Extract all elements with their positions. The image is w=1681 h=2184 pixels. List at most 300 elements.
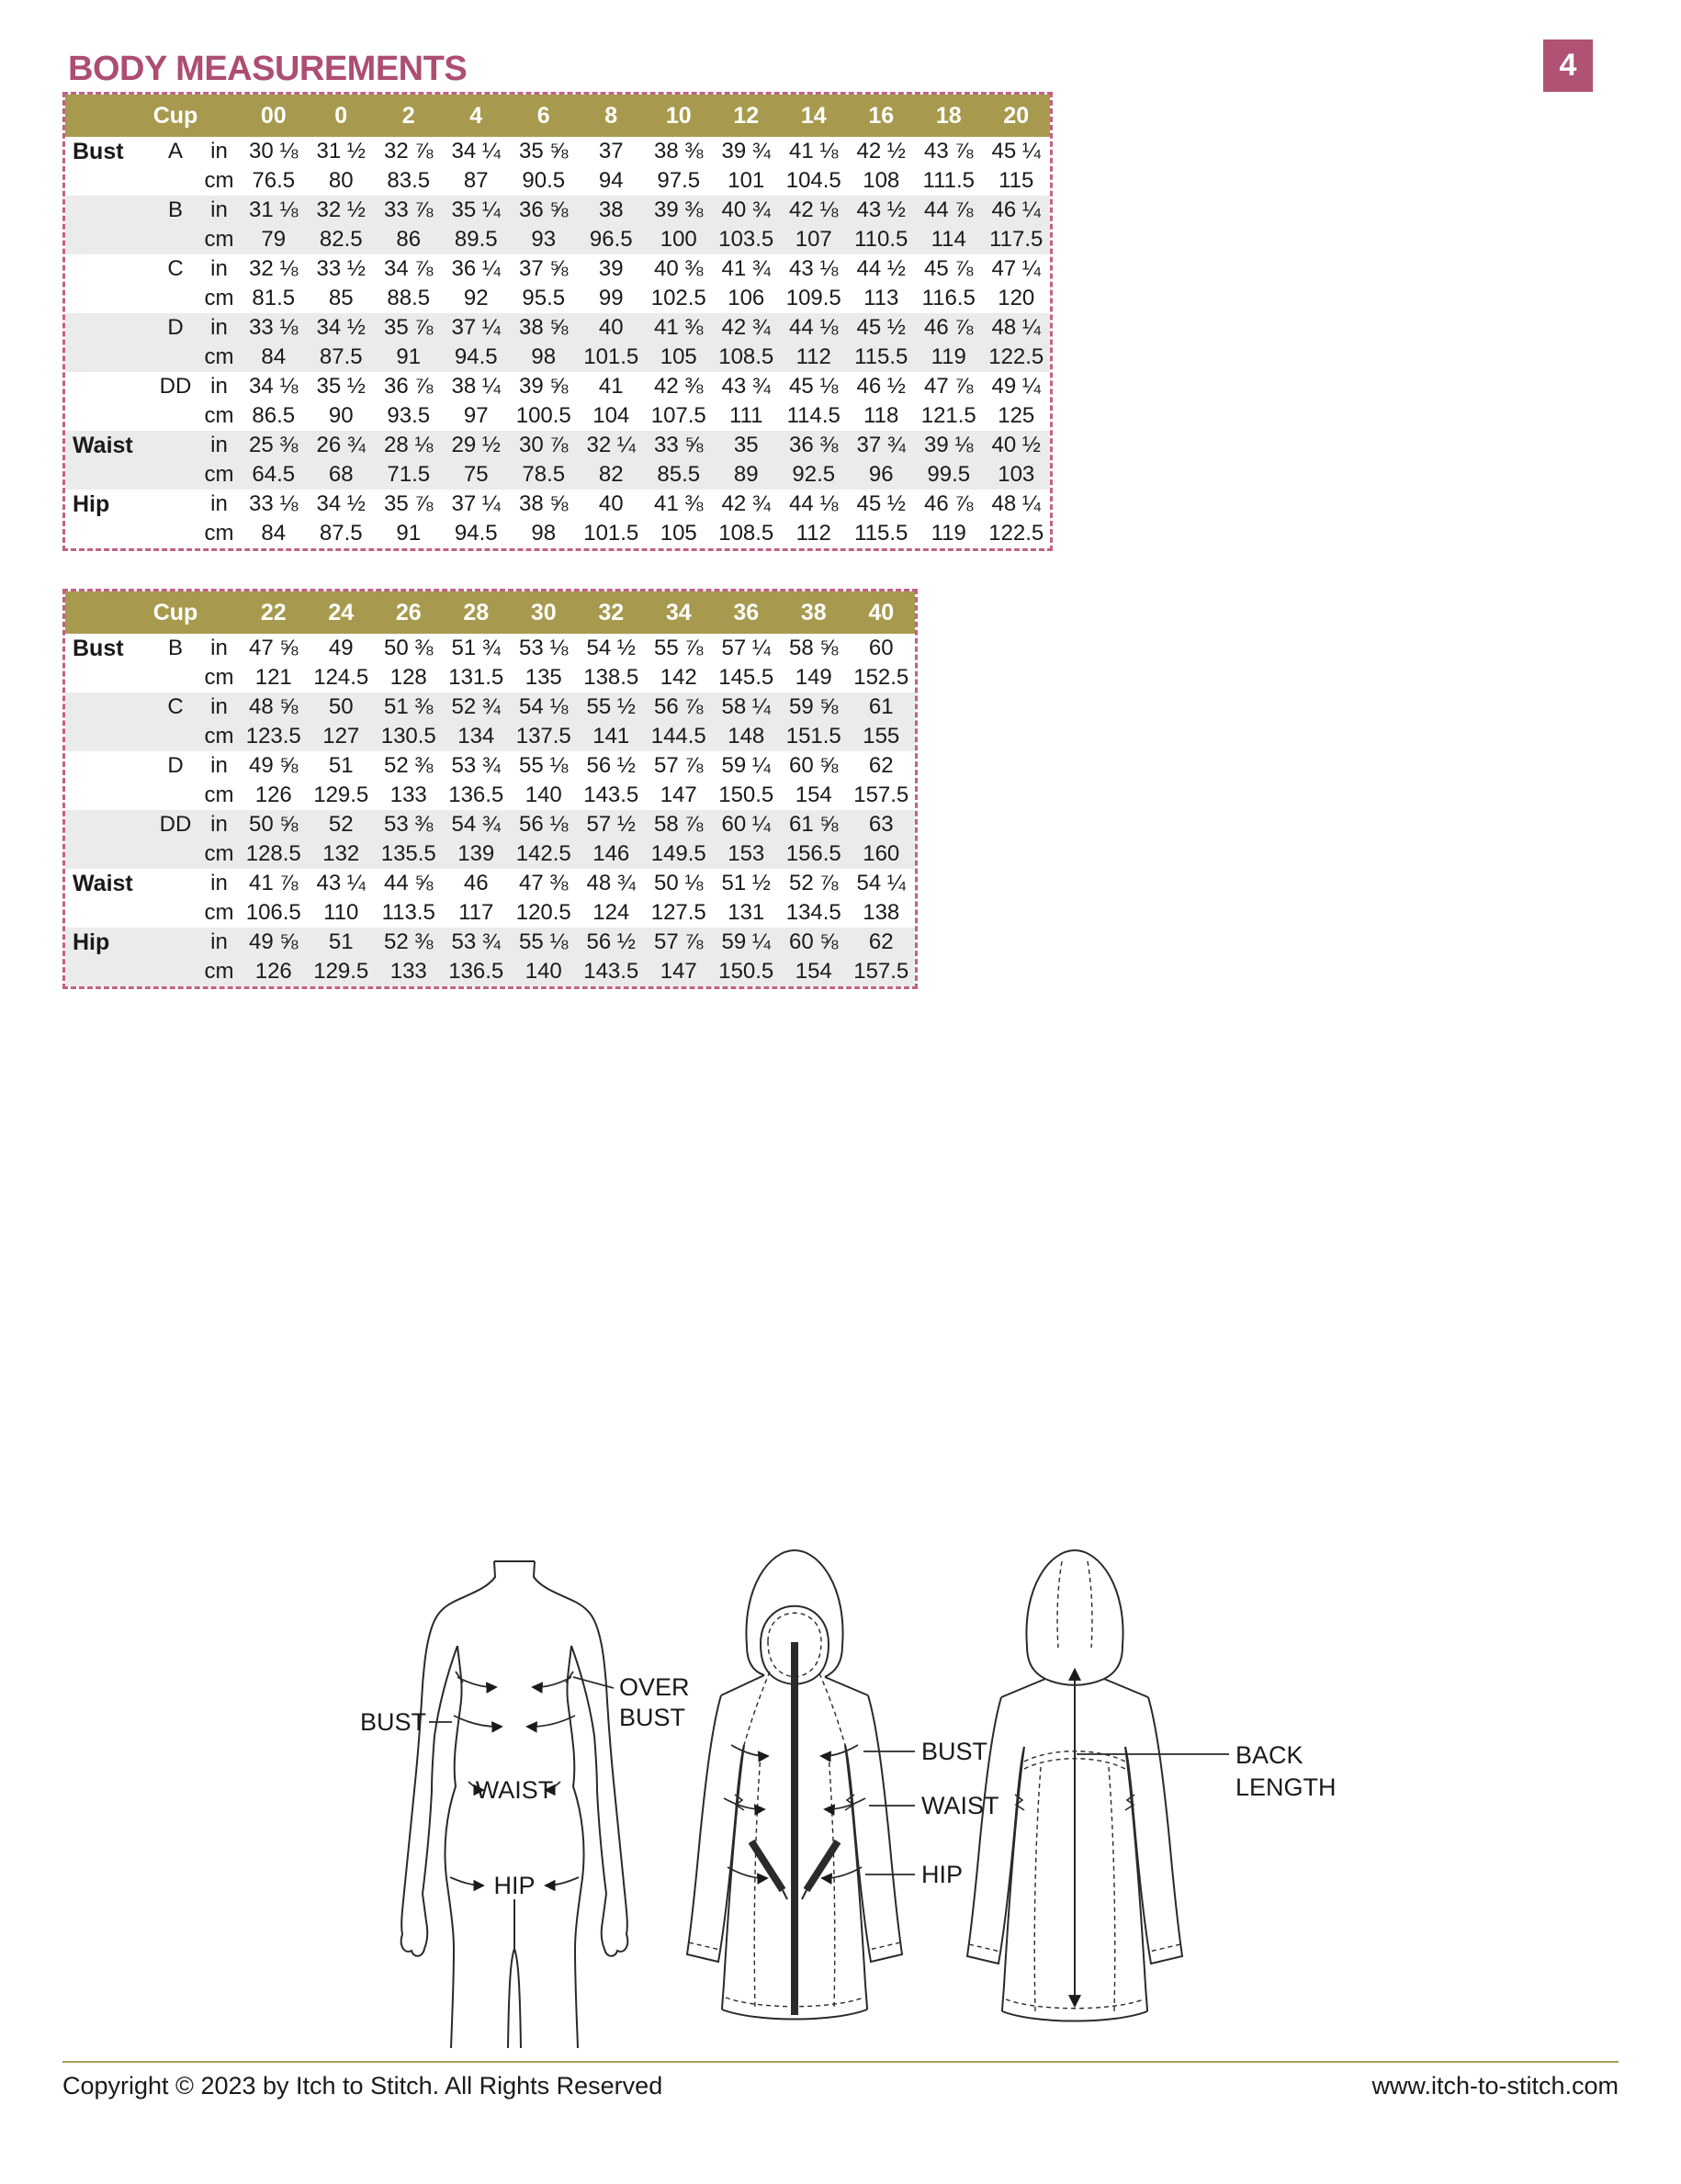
measurement-value: 115.5 [854, 521, 908, 546]
measurement-value: 114 [931, 227, 966, 252]
measurement-value: 93.5 [387, 403, 431, 428]
measurement-value: 48 ¼ [991, 315, 1041, 340]
size-column-header: 20 [1003, 102, 1030, 129]
measurement-value: 155 [863, 724, 900, 749]
size-column-header: 38 [800, 599, 827, 625]
measurement-value: 136.5 [448, 782, 504, 807]
measurement-value: 101.5 [583, 344, 639, 369]
unit-label: cm [204, 665, 234, 690]
measurement-value: 126 [254, 959, 292, 984]
measurement-value: 157.5 [853, 782, 909, 807]
measurement-value: 44 ⅛ [789, 315, 839, 340]
measurement-value: 93 [531, 227, 557, 252]
measurement-value: 46 [463, 871, 489, 895]
measurement-value: 35 ½ [316, 374, 366, 399]
measurement-value: 33 ⅞ [384, 197, 434, 222]
measurement-value: 134.5 [785, 900, 841, 925]
measurement-value: 35 ⅞ [384, 315, 434, 340]
measurement-value: 49 ⅝ [249, 753, 299, 778]
measurement-value: 114.5 [786, 403, 840, 428]
measurement-value: 38 ⅝ [519, 315, 569, 340]
measurement-value: 99.5 [927, 462, 971, 487]
measurement-value: 156.5 [785, 841, 841, 866]
measurement-value: 44 ⅝ [384, 871, 434, 895]
measurement-value: 154 [795, 959, 832, 984]
measurement-value: 51 [328, 753, 354, 778]
measurement-value: 54 ¾ [451, 812, 501, 837]
measurement-value: 92 [463, 286, 489, 310]
measurement-value: 138.5 [583, 665, 639, 690]
jacket-back-drawing [967, 1550, 1229, 2021]
measurement-value: 97 [463, 403, 489, 428]
measurement-value: 150.5 [718, 782, 774, 807]
measurement-value: 107 [795, 227, 832, 252]
measurement-value: 41 ⅜ [654, 491, 704, 516]
measurement-value: 90.5 [522, 168, 566, 193]
measurement-value: 94.5 [454, 344, 498, 369]
size-column-header: 0 [334, 102, 348, 129]
measurement-value: 99 [598, 286, 624, 310]
measurement-value: 30 ⅞ [519, 433, 569, 457]
measurement-value: 42 ⅜ [654, 374, 704, 399]
measurement-value: 37 ⅝ [519, 256, 569, 281]
cup-letter: C [167, 694, 184, 719]
measurement-value: 57 ¼ [721, 636, 771, 660]
measurement-value: 59 ¼ [721, 753, 771, 778]
measurement-value: 56 ⅞ [654, 694, 704, 719]
measurement-value: 35 [733, 433, 759, 457]
measurement-row [65, 957, 915, 986]
measurement-value: 71.5 [387, 462, 431, 487]
measurement-value: 33 ⅛ [249, 315, 299, 340]
measurement-value: 64.5 [252, 462, 296, 487]
body-waist-label: WAIST [475, 1776, 554, 1804]
measurement-value: 110 [323, 900, 359, 925]
measurement-row [65, 372, 1050, 401]
measurement-value: 86.5 [252, 403, 296, 428]
measurement-value: 81.5 [252, 286, 296, 310]
measurement-value: 34 ¼ [451, 139, 501, 163]
measurement-value: 129.5 [313, 782, 369, 807]
measurement-value: 32 ⅛ [249, 256, 299, 281]
measurement-value: 54 ¼ [856, 871, 906, 895]
footer-divider [62, 2061, 1619, 2063]
measurement-value: 47 ¼ [991, 256, 1041, 281]
measurement-value: 51 ½ [721, 871, 771, 895]
measurement-value: 39 [598, 256, 624, 281]
measurement-value: 53 ⅛ [519, 636, 569, 660]
measurement-value: 40 ½ [991, 433, 1041, 457]
measurement-value: 46 ⅞ [924, 491, 974, 516]
measurement-value: 51 [328, 929, 354, 954]
measurement-value: 118 [863, 403, 899, 428]
measurement-value: 122.5 [988, 521, 1044, 546]
measurement-value: 117.5 [989, 227, 1044, 252]
cup-letter: D [167, 753, 184, 778]
size-table-header [65, 591, 915, 634]
size-column-header: 18 [935, 102, 962, 129]
measurement-value: 35 ¼ [451, 197, 501, 222]
measurement-value: 127.5 [650, 900, 706, 925]
row-label: Waist [73, 432, 133, 458]
measurement-value: 108.5 [718, 521, 774, 546]
measurement-value: 88.5 [387, 286, 431, 310]
measurement-value: 96.5 [589, 227, 633, 252]
unit-label: in [210, 374, 228, 399]
measurement-value: 147 [660, 782, 697, 807]
measurement-value: 101 [728, 168, 765, 193]
row-label: Hip [73, 929, 110, 955]
measurement-value: 31 ⅛ [249, 197, 299, 222]
measurement-value: 94.5 [454, 521, 498, 546]
measurement-value: 44 ½ [856, 256, 906, 281]
measurement-value: 52 ¾ [451, 694, 501, 719]
measurement-value: 45 ¼ [991, 139, 1041, 163]
measurement-value: 56 ⅛ [519, 812, 569, 837]
size-column-header: 4 [469, 102, 483, 129]
measurement-value: 42 ½ [856, 139, 906, 163]
unit-label: cm [204, 521, 234, 546]
measurement-value: 56 ½ [586, 929, 636, 954]
measurement-value: 34 ½ [316, 315, 366, 340]
measurement-value: 43 ⅛ [789, 256, 839, 281]
measurement-value: 128 [389, 665, 427, 690]
measurement-value: 103.5 [718, 227, 774, 252]
measurement-value: 109.5 [785, 286, 841, 310]
garment-waist-label: WAIST [921, 1792, 999, 1819]
measurement-value: 28 ⅛ [384, 433, 434, 457]
measurement-value: 112 [795, 521, 831, 546]
measurement-value: 132 [322, 841, 360, 866]
measurement-row [65, 401, 1050, 431]
measurement-value: 36 ¼ [451, 256, 501, 281]
unit-label: cm [204, 462, 234, 487]
measurement-value: 105 [660, 521, 697, 546]
measurement-value: 29 ½ [451, 433, 501, 457]
measurement-value: 40 [598, 491, 624, 516]
measurement-value: 36 ⅜ [789, 433, 839, 457]
measurement-value: 32 ¼ [586, 433, 636, 457]
measurement-value: 131.5 [448, 665, 504, 690]
size-column-header: 24 [328, 599, 355, 625]
size-column-header: 16 [868, 102, 895, 129]
measurement-value: 133 [389, 782, 427, 807]
measurement-value: 102.5 [650, 286, 706, 310]
measurement-value: 140 [525, 782, 562, 807]
measurement-value: 50 ⅜ [384, 636, 434, 660]
measurement-value: 76.5 [252, 168, 296, 193]
size-table-body [65, 137, 1050, 548]
jacket-front-drawing [687, 1550, 915, 2020]
measurement-value: 38 ⅝ [519, 491, 569, 516]
measurement-value: 95.5 [522, 286, 566, 310]
measurement-value: 47 ⅞ [924, 374, 974, 399]
measurement-value: 34 ½ [316, 491, 366, 516]
unit-label: in [210, 694, 228, 719]
measurement-value: 43 ¾ [721, 374, 771, 399]
measurement-row [65, 284, 1050, 313]
unit-label: cm [204, 286, 234, 310]
measurement-value: 51 ⅜ [384, 694, 434, 719]
unit-label: cm [204, 403, 234, 428]
measurement-value: 130.5 [380, 724, 436, 749]
size-column-header: 32 [598, 599, 625, 625]
measurement-value: 46 ¼ [991, 197, 1041, 222]
measurement-value: 129.5 [313, 959, 369, 984]
measurement-value: 97.5 [657, 168, 701, 193]
page-title: BODY MEASUREMENTS [68, 50, 468, 88]
size-table-body [65, 634, 915, 986]
unit-label: cm [204, 959, 234, 984]
body-hip-label: HIP [493, 1872, 536, 1899]
measurement-value: 25 ⅜ [249, 433, 299, 457]
measurement-value: 100 [660, 227, 697, 252]
unit-label: in [210, 315, 228, 340]
measurement-row [65, 898, 915, 928]
measurement-value: 131 [728, 900, 765, 925]
measurement-value: 127 [322, 724, 360, 749]
measurement-value: 56 ½ [586, 753, 636, 778]
measurement-value: 115.5 [854, 344, 908, 369]
measurement-value: 36 ⅞ [384, 374, 434, 399]
measurement-value: 120.5 [515, 900, 571, 925]
measurement-value: 63 [868, 812, 894, 837]
measurement-value: 85.5 [657, 462, 701, 487]
measurement-value: 53 ⅜ [384, 812, 434, 837]
cup-letter: B [167, 197, 183, 222]
measurement-value: 45 ⅛ [789, 374, 839, 399]
measurement-value: 145.5 [718, 665, 774, 690]
measurement-row [65, 490, 1050, 519]
measurement-value: 44 ⅛ [789, 491, 839, 516]
unit-label: in [210, 871, 228, 895]
over-bust-label-line1: OVER [619, 1673, 690, 1701]
measurement-value: 124.5 [313, 665, 369, 690]
website-link[interactable]: www.itch-to-stitch.com [1371, 2072, 1619, 2100]
unit-label: in [210, 753, 228, 778]
measurement-value: 91 [396, 521, 422, 546]
cup-column-header: Cup [152, 102, 198, 129]
measurement-value: 133 [389, 959, 427, 984]
measurement-row [65, 343, 1050, 372]
measurement-value: 111.5 [922, 168, 975, 193]
measurement-value: 58 ⅝ [789, 636, 839, 660]
measurement-value: 32 ⅞ [384, 139, 434, 163]
measurement-value: 134 [457, 724, 495, 749]
measurement-value: 82 [598, 462, 624, 487]
measurement-value: 89.5 [454, 227, 498, 252]
measurement-value: 75 [463, 462, 489, 487]
measurement-row [65, 254, 1050, 284]
measurement-value: 84 [261, 521, 287, 546]
measurement-row [65, 519, 1050, 548]
measurement-value: 108.5 [718, 344, 774, 369]
measurement-value: 126 [254, 782, 292, 807]
measurement-value: 48 ⅝ [249, 694, 299, 719]
measurement-value: 78.5 [522, 462, 566, 487]
measurement-value: 149 [795, 665, 832, 690]
size-column-header: 6 [536, 102, 550, 129]
measurement-row [65, 722, 915, 751]
measurement-value: 55 ½ [586, 694, 636, 719]
measurement-value: 119 [931, 344, 966, 369]
measurement-value: 125 [998, 403, 1035, 428]
measurement-value: 58 ¼ [721, 694, 771, 719]
measurement-value: 60 ⅝ [789, 753, 839, 778]
measurement-value: 41 ⅞ [249, 871, 299, 895]
size-column-header: 12 [733, 102, 760, 129]
measurement-row [65, 928, 915, 957]
measurement-value: 33 ½ [316, 256, 366, 281]
measurement-value: 50 [328, 694, 354, 719]
measurement-value: 52 [328, 812, 354, 837]
measurement-value: 92.5 [792, 462, 836, 487]
page-number-badge: 4 [1543, 39, 1593, 92]
size-column-header: 30 [530, 599, 557, 625]
unit-label: cm [204, 782, 234, 807]
over-bust-label-line2: BUST [619, 1704, 686, 1731]
cup-letter: B [167, 636, 183, 660]
measurement-value: 57 ⅞ [654, 929, 704, 954]
back-length-label-line1: BACK [1235, 1741, 1303, 1769]
measurement-value: 135.5 [380, 841, 436, 866]
unit-label: cm [204, 344, 234, 369]
measurement-value: 90 [328, 403, 354, 428]
measurement-value: 50 ⅛ [654, 871, 704, 895]
size-table-00-20 [62, 92, 1053, 551]
measurement-value: 100.5 [515, 403, 571, 428]
unit-label: in [210, 929, 228, 954]
back-length-label-line2: LENGTH [1235, 1773, 1337, 1801]
measurement-value: 98 [531, 521, 557, 546]
measurement-value: 44 ⅞ [924, 197, 974, 222]
measurement-value: 42 ¾ [721, 315, 771, 340]
measurement-value: 122.5 [988, 344, 1044, 369]
measurement-value: 106.5 [245, 900, 301, 925]
measurement-value: 51 ¾ [451, 636, 501, 660]
measurement-value: 121.5 [920, 403, 976, 428]
measurement-value: 39 ⅜ [654, 197, 704, 222]
measurement-value: 38 [598, 197, 624, 222]
measurement-value: 31 ½ [316, 139, 366, 163]
measurement-value: 32 ½ [316, 197, 366, 222]
measurement-value: 148 [728, 724, 765, 749]
measurement-value: 60 [868, 636, 894, 660]
measurement-value: 119 [931, 521, 966, 546]
measurement-value: 115 [998, 168, 1034, 193]
size-column-header: 10 [665, 102, 692, 129]
measurement-value: 49 ⅝ [249, 929, 299, 954]
measurement-row [65, 839, 915, 869]
size-column-header: 8 [604, 102, 618, 129]
measurement-value: 33 ⅝ [654, 433, 704, 457]
size-column-header: 40 [868, 599, 895, 625]
measurement-value: 48 ¾ [586, 871, 636, 895]
size-column-header: 34 [665, 599, 692, 625]
measurement-row [65, 225, 1050, 254]
measurement-value: 113.5 [381, 900, 435, 925]
measurement-illustrations [340, 1525, 1350, 2048]
measurement-row [65, 634, 915, 663]
measurement-row [65, 460, 1050, 490]
measurement-value: 59 ⅝ [789, 694, 839, 719]
measurement-value: 117 [458, 900, 494, 925]
measurement-value: 103 [998, 462, 1035, 487]
measurement-value: 141 [592, 724, 630, 749]
measurement-value: 43 ½ [856, 197, 906, 222]
measurement-value: 34 ⅛ [249, 374, 299, 399]
measurement-value: 128.5 [245, 841, 301, 866]
measurement-value: 62 [868, 753, 894, 778]
measurement-value: 142.5 [515, 841, 571, 866]
measurement-value: 46 ⅞ [924, 315, 974, 340]
unit-label: cm [204, 724, 234, 749]
measurement-value: 61 [868, 694, 894, 719]
body-bust-label: BUST [359, 1708, 426, 1736]
measurement-value: 87.5 [319, 344, 363, 369]
measurement-row [65, 810, 915, 839]
unit-label: in [210, 636, 228, 660]
measurement-value: 60 ⅝ [789, 929, 839, 954]
size-column-header: 00 [260, 102, 287, 129]
measurement-row [65, 869, 915, 898]
measurement-value: 40 ⅜ [654, 256, 704, 281]
unit-label: cm [204, 227, 234, 252]
measurement-value: 154 [795, 782, 832, 807]
measurement-value: 37 ¾ [856, 433, 906, 457]
body-figure-drawing [401, 1561, 628, 2048]
measurement-value: 111 [729, 403, 763, 428]
measurement-value: 104.5 [785, 168, 841, 193]
measurement-row [65, 137, 1050, 166]
measurement-value: 82.5 [319, 227, 363, 252]
unit-label: cm [204, 841, 234, 866]
measurement-value: 101.5 [583, 521, 639, 546]
unit-label: in [210, 812, 228, 837]
unit-label: cm [204, 168, 234, 193]
measurement-value: 38 ¼ [451, 374, 501, 399]
measurement-value: 36 ⅝ [519, 197, 569, 222]
measurement-value: 53 ¾ [451, 929, 501, 954]
measurement-value: 104 [592, 403, 630, 428]
measurement-value: 43 ¼ [316, 871, 366, 895]
unit-label: in [210, 491, 228, 516]
measurement-value: 105 [660, 344, 697, 369]
measurement-value: 30 ⅛ [249, 139, 299, 163]
measurement-value: 54 ⅛ [519, 694, 569, 719]
cup-letter: C [167, 256, 184, 281]
measurement-value: 48 ¼ [991, 491, 1041, 516]
measurement-value: 146 [592, 841, 630, 866]
measurement-value: 87.5 [319, 521, 363, 546]
measurement-value: 33 ⅛ [249, 491, 299, 516]
measurement-value: 52 ⅜ [384, 753, 434, 778]
measurement-value: 55 ⅛ [519, 753, 569, 778]
measurement-value: 153 [728, 841, 765, 866]
measurement-value: 57 ⅞ [654, 753, 704, 778]
measurement-value: 143.5 [583, 782, 639, 807]
measurement-value: 68 [328, 462, 354, 487]
measurement-value: 135 [525, 665, 562, 690]
measurement-value: 112 [795, 344, 831, 369]
size-table-22-40 [62, 589, 918, 989]
measurement-value: 87 [463, 168, 489, 193]
size-column-header: 28 [463, 599, 490, 625]
row-label: Bust [73, 635, 124, 661]
unit-label: in [210, 433, 228, 457]
measurement-value: 39 ⅛ [924, 433, 974, 457]
measurement-value: 37 ¼ [451, 315, 501, 340]
